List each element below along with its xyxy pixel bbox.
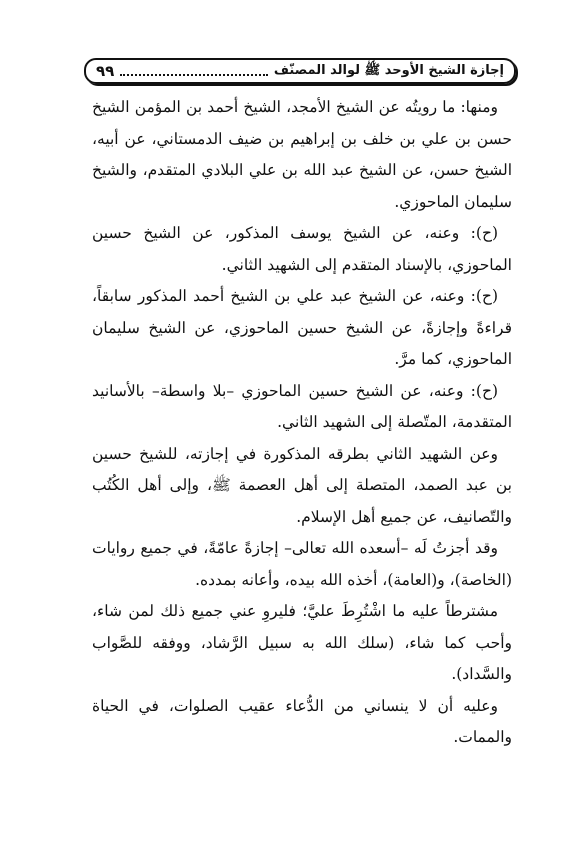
paragraph-8: وعليه أن لا ينساني من الدُّعاء عقيب الصلوات، في الحياة والممات.: [92, 696, 512, 746]
header-leader-dots: [120, 74, 268, 76]
paragraph-6: وقد أجزتُ لَه –أسعده الله تعالى– إجازةً عامّةً، في جميع روايات (الخاصة)، و(العامة)، أخذه الله بيده، وأعانه بمدده.: [92, 539, 512, 589]
header-title: إجازة الشيخ الأوحد ﷺ لوالد المصنّف: [273, 62, 504, 78]
paragraph-2: (ح): وعنه، عن الشيخ يوسف المذكور، عن الشيخ حسين الماحوزي، بالإسناد المتقدم إلى الشهيد الثاني.: [92, 224, 512, 274]
page-number: ٩٩: [96, 62, 115, 80]
body-text: [92, 92, 512, 754]
paragraph-3: (ح): وعنه، عن الشيخ عبد علي بن الشيخ أحمد المذكور سابقاً، قراءةً وإجازةً، عن الشيخ حسين الماحوزي، عن الشيخ سليمان الماحوزي، كما مرَّ.: [92, 287, 512, 368]
running-header: [84, 58, 516, 84]
paragraph-5: وعن الشهيد الثاني بطرقه المذكورة في إجازته، للشيخ حسين بن عبد الصمد، المتصلة إلى أهل العصمة ﷺ، وإلى أهل الكُتُب والتّصانيف، عن جميع أهل الإسلام.: [92, 444, 512, 526]
paragraph-7: مشترطاً عليه ما اشْتُرِطَ عليَّ؛ فليروِ عني جميع ذلك لمن شاء، وأحب كما شاء، (سلك الله به سبيل الرَّشاد، ووفقه للصَّواب والسَّداد).: [92, 602, 512, 683]
paragraph-1: ومنها: ما رويتُه عن الشيخ الأمجد، الشيخ أحمد بن المؤمن الشيخ حسن بن علي بن خلف بن إبراهيم بن ضيف الدمستاني، عن أبيه، الشيخ حسن، عن الشيخ عبد الله بن علي البلادي المتقدم، والشيخ سليمان الماحوزي.: [92, 98, 512, 211]
paragraph-4: (ح): وعنه، عن الشيخ حسين الماحوزي –بلا واسطة– بالأسانيد المتقدمة، المتّصلة إلى الشهيد الثاني.: [92, 381, 512, 431]
